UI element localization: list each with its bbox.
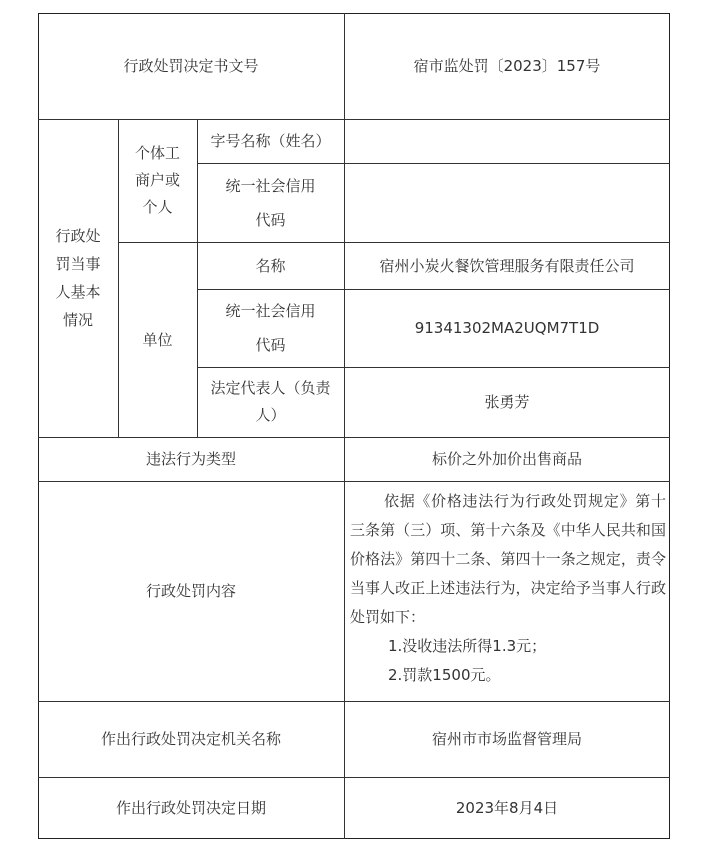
authority-value: 宿州市市场监督管理局 [431,730,582,748]
legal-rep-label: 法定代表人（负责 人） [210,379,331,424]
individual-name-value [344,119,670,163]
penalty-item: 1.没收违法所得1.3元； [388,637,547,655]
legal-rep-value: 张勇芳 [484,393,530,411]
violation-type-value: 标价之外加价出售商品 [431,450,582,468]
decision-date-label: 作出行政处罚决定日期 [115,799,266,817]
entity-name-label: 名称 [255,256,286,275]
entity-credit-code-label: 统一社会信用 代码 [225,302,316,354]
individual-credit-code-value [344,163,670,242]
decision-number-label: 行政处罚决定书文号 [123,57,259,75]
decision-date-value: 2023年8月4日 [455,799,559,817]
penalty-basis-paragraph: 依据《价格违法行为行政处罚规定》第十三条第（三）项、第十六条及《中华人民共和国价格法》第四十二条、第四十一条之规定，责令当事人改正上述违法行为，决定给予当事人行政处罚如下： [350,492,666,626]
party-section-label: 行政处 罚当事 人基本 情况 [55,227,101,329]
individual-label: 个体工 商户或 个人 [134,144,180,216]
penalty-content-label: 行政处罚内容 [145,582,236,600]
entity-name-value: 宿州小炭火餐饮管理服务有限责任公司 [379,256,635,275]
entity-credit-code-value: 91341302MA2UQM7T1D [414,319,600,337]
entity-label: 单位 [142,330,173,349]
decision-number-value: 宿市监处罚〔2023〕157号 [413,57,601,75]
penalty-content-text [350,487,666,690]
authority-label: 作出行政处罚决定机关名称 [100,730,281,748]
penalty-item: 2.罚款1500元。 [388,666,501,684]
individual-credit-code-label: 统一社会信用 代码 [225,176,316,229]
violation-type-label: 违法行为类型 [145,450,236,468]
individual-name-label: 字号名称（姓名） [210,132,331,150]
